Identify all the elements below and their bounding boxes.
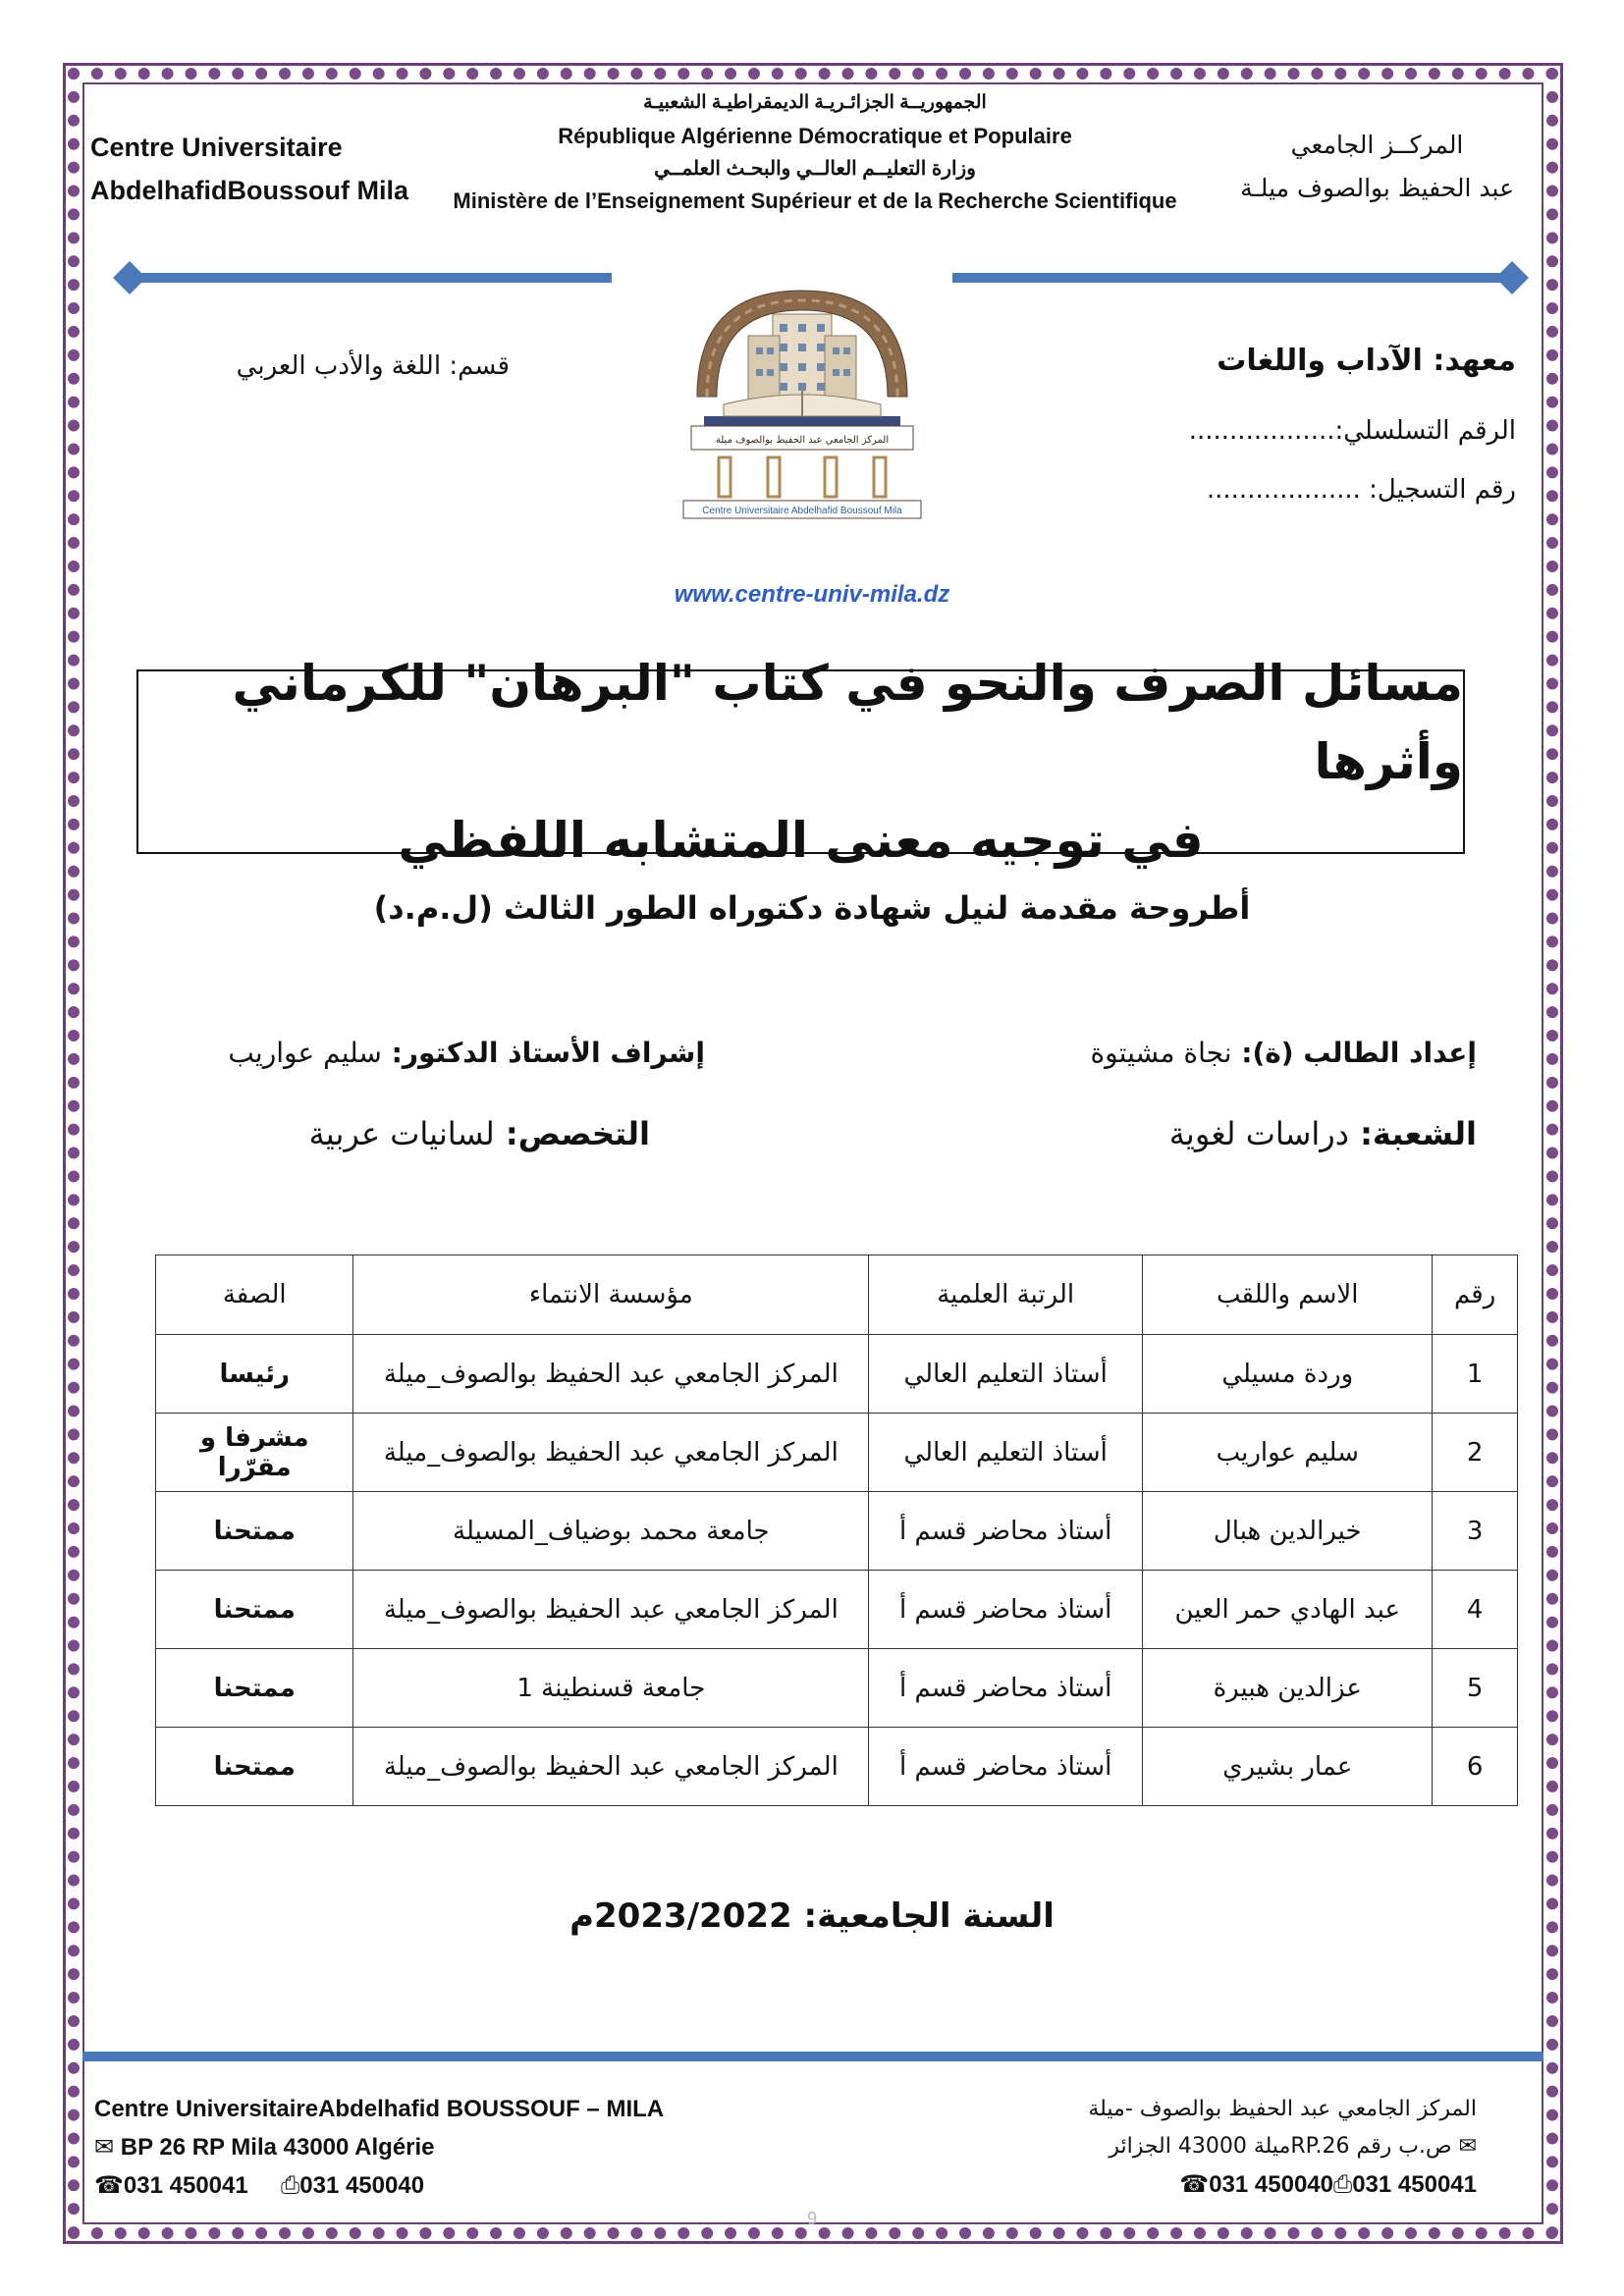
envelope-icon: ✉ — [94, 2133, 115, 2161]
cell-role: رئيسا — [156, 1335, 353, 1414]
department-value: اللغة والأدب العربي — [236, 351, 442, 381]
thesis-title-box — [136, 655, 1465, 869]
cell-name: عزالدين هبيرة — [1143, 1649, 1433, 1728]
cell-role: ممتحنا — [156, 1728, 353, 1806]
cell-role: ممتحنا — [156, 1492, 353, 1571]
cell-number: 5 — [1433, 1649, 1518, 1728]
footer-right-address — [1088, 2128, 1477, 2165]
cell-rank: أستاذ محاضر قسم أ — [869, 1649, 1143, 1728]
student-label: إعداد الطالب (ة): — [1241, 1037, 1477, 1069]
header-ministry-fr: Ministère de l’Enseignement Supérieur et de la Recherche Scientifique — [453, 188, 1177, 213]
table-row — [156, 1571, 1518, 1649]
cell-name: عمار بشيري — [1143, 1728, 1433, 1806]
footer-right-contacts — [1088, 2165, 1477, 2204]
cell-rank: أستاذ محاضر قسم أ — [869, 1571, 1143, 1649]
student-name: نجاة مشيتوة — [1090, 1037, 1232, 1069]
registration-number: رقم التسجيل: ................... — [1206, 475, 1516, 505]
header-right — [1240, 124, 1514, 210]
header-right-line2: عبد الحفيظ بوالصوف ميلـة — [1240, 174, 1514, 202]
cell-name: سليم عواريب — [1143, 1414, 1433, 1492]
department — [237, 351, 510, 381]
cell-number: 4 — [1433, 1571, 1518, 1649]
fax-icon: ⎙ — [1333, 2170, 1353, 2198]
thesis-subtitle: أطروحة مقدمة لنيل شهادة دكتوراه الطور الثالث (ل.م.د) — [373, 889, 1251, 927]
table-row — [156, 1335, 1518, 1414]
branch-label: الشعبة: — [1360, 1115, 1477, 1152]
table-row — [156, 1492, 1518, 1571]
cell-number: 1 — [1433, 1335, 1518, 1414]
department-label: قسم: — [449, 351, 510, 381]
header-right-line1: المركــز الجامعي — [1290, 131, 1464, 159]
thesis-title-line1: مسائل الصرف والنحو في كتاب "البرهان" للكرماني وأثرها — [232, 655, 1463, 790]
logo-latin-text: Centre Universitaire Abdelhafid Boussouf Mila — [702, 506, 902, 516]
university-logo — [679, 279, 925, 520]
table-row — [156, 1728, 1518, 1806]
cell-number: 6 — [1433, 1728, 1518, 1806]
website-link[interactable]: www.centre-univ-mila.dz — [674, 581, 950, 608]
cell-role: مشرفا و مقرّرا — [156, 1414, 353, 1492]
cell-name: عبد الهادي حمر العين — [1143, 1571, 1433, 1649]
header-left-line2: AbdelhafidBoussouf Mila — [90, 176, 408, 205]
header-ministry-ar: وزارة التعليــم العالــي والبحـث العلمــي — [654, 158, 976, 180]
footer-left-line2: BP 26 RP Mila 43000 Algérie — [120, 2134, 435, 2161]
header-institution: مؤسسة الانتماء — [353, 1255, 869, 1335]
cell-rank: أستاذ محاضر قسم أ — [869, 1728, 1143, 1806]
academic-year: السنة الجامعية: 2023/2022م — [569, 1896, 1055, 1936]
footer-right-line1: المركز الجامعي عبد الحفيظ بوالصوف -ميلة — [1088, 2097, 1477, 2121]
footer-right-line2: ص.ب رقم RP.26ميلة 43000 الجزائر — [1109, 2134, 1452, 2159]
cell-rank: أستاذ محاضر قسم أ — [869, 1492, 1143, 1571]
phone-icon: ☎ — [94, 2171, 124, 2199]
cell-institution: جامعة محمد بوضياف_المسيلة — [353, 1492, 869, 1571]
cell-rank: أستاذ التعليم العالي — [869, 1414, 1143, 1492]
footer-left-address — [94, 2128, 664, 2166]
footer-left-line1: Centre UniversitaireAbdelhafid BOUSSOUF – MILA — [94, 2096, 665, 2122]
cell-number: 3 — [1433, 1492, 1518, 1571]
thesis-title-line2: في توجيه معنى المتشابه اللفظي — [398, 812, 1204, 869]
footer-divider — [82, 2052, 1543, 2061]
cell-name: وردة مسيلي — [1143, 1335, 1433, 1414]
university-logo-icon — [679, 279, 925, 520]
header-republic-fr: République Algérienne Démocratique et Populaire — [558, 124, 1072, 148]
specialty-label: التخصص: — [505, 1115, 650, 1152]
header-number: رقم — [1433, 1255, 1518, 1335]
header-left — [90, 126, 408, 212]
header-name: الاسم واللقب — [1143, 1255, 1433, 1335]
branch-info — [1169, 1115, 1477, 1152]
supervisor-name: سليم عواريب — [228, 1037, 382, 1069]
cell-institution: المركز الجامعي عبد الحفيظ بوالصوف_ميلة — [353, 1571, 869, 1649]
institute: معهد: الآداب واللغات — [1217, 344, 1516, 378]
footer-right-fax: 031 450041 — [1352, 2171, 1477, 2198]
cell-role: ممتحنا — [156, 1571, 353, 1649]
cell-number: 2 — [1433, 1414, 1518, 1492]
supervisor-info — [228, 1037, 705, 1069]
footer-left-contacts — [94, 2166, 664, 2205]
footer-right — [1088, 2091, 1477, 2204]
specialty-info — [309, 1115, 650, 1152]
cell-institution: المركز الجامعي عبد الحفيظ بوالصوف_ميلة — [353, 1414, 869, 1492]
logo-arabic-text: المركز الجامعي عبد الحفيظ بوالصوف ميلة — [715, 435, 890, 446]
header-republic-ar: الجمهوريــة الجزائـريـة الديمقراطيـة الشعبيـة — [643, 92, 987, 113]
cell-institution: المركز الجامعي عبد الحفيظ بوالصوف_ميلة — [353, 1728, 869, 1806]
footer-left — [94, 2091, 664, 2205]
phone-icon: ☎ — [1179, 2170, 1210, 2198]
branch-value: دراسات لغوية — [1168, 1115, 1349, 1152]
specialty-value: لسانيات عربية — [308, 1115, 495, 1152]
jury-header-row — [156, 1255, 1518, 1335]
cell-name: خيرالدين هبال — [1143, 1492, 1433, 1571]
footer-right-phone: 031 450040 — [1209, 2171, 1333, 2198]
footer-left-fax: 031 450040 — [299, 2172, 425, 2199]
serial-number: الرقم التسلسلي:.................. — [1188, 416, 1516, 446]
cell-rank: أستاذ التعليم العالي — [869, 1335, 1143, 1414]
supervisor-label: إشراف الأستاذ الدكتور: — [391, 1037, 705, 1069]
table-row — [156, 1649, 1518, 1728]
page-number: 9 — [806, 2209, 817, 2228]
cell-institution: جامعة قسنطينة 1 — [353, 1649, 869, 1728]
jury-table — [155, 1255, 1518, 1806]
decorative-line-left — [133, 273, 612, 283]
header-rank: الرتبة العلمية — [869, 1255, 1143, 1335]
decorative-line-right — [952, 273, 1502, 283]
fax-icon: ⎙ — [281, 2171, 300, 2199]
header-role: الصفة — [156, 1255, 353, 1335]
cell-role: ممتحنا — [156, 1649, 353, 1728]
footer-left-phone: 031 450041 — [123, 2172, 248, 2199]
cell-institution: المركز الجامعي عبد الحفيظ بوالصوف_ميلة — [353, 1335, 869, 1414]
header-center — [452, 86, 1178, 218]
student-info — [1091, 1037, 1477, 1069]
envelope-icon: ✉ — [1458, 2134, 1477, 2159]
table-row — [156, 1414, 1518, 1492]
header-left-line1: Centre Universitaire — [90, 133, 343, 162]
